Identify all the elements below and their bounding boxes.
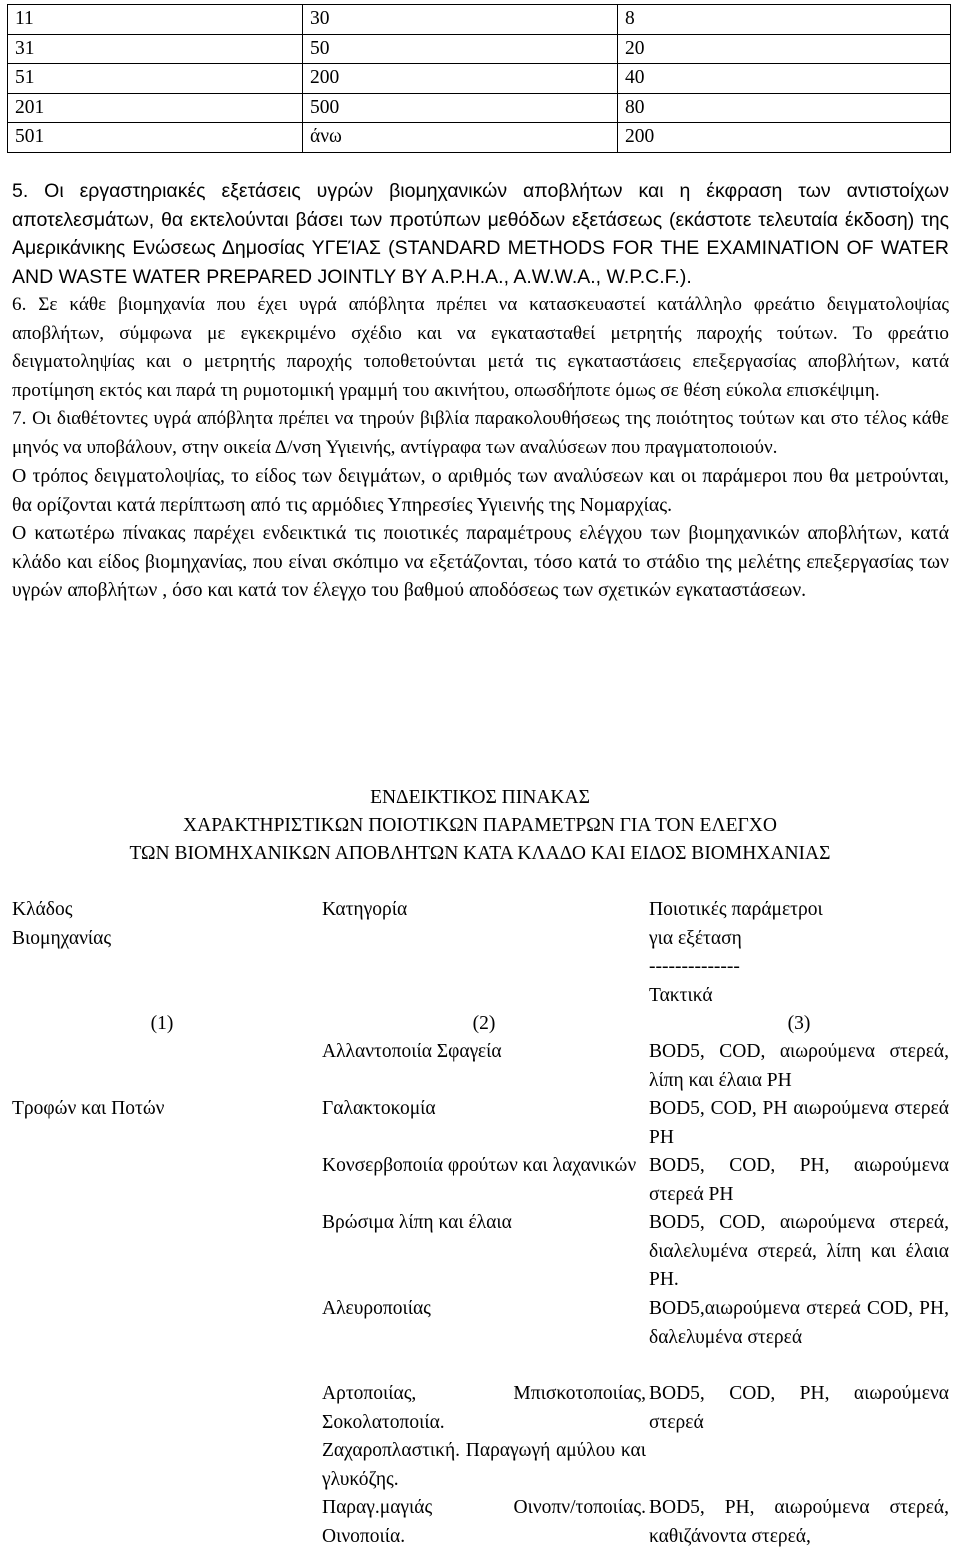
parameters-cell: BOD5, COD, αιωρούμενα στερεά, διαλελυμένα στερεά, λίπη και έλαια PH. — [649, 1212, 949, 1290]
table-row — [12, 1038, 952, 1095]
branch-cell: Τροφών και Ποτών — [12, 1098, 165, 1119]
table-cell: 51 — [8, 64, 303, 94]
heading-line: ΧΑΡΑΚΤΗΡΙΣΤΙΚΩΝ ΠΟΙΟΤΙΚΩΝ ΠΑΡΑΜΕΤΡΩΝ ΓΙΑ ΤΟΝ ΕΛΕΓΧΟ — [183, 815, 777, 836]
table-cell: 8 — [618, 5, 951, 35]
parameters-cell: BOD5, PH, αιωρούμενα στερεά, καθιζάνοντα στερεά, — [649, 1497, 949, 1547]
header-number-1: (1) — [150, 1013, 174, 1034]
table-cell: 200 — [618, 123, 951, 153]
table-row — [12, 1380, 952, 1437]
parameters-cell: BOD5, COD, PH αιωρούμενα στερεά PH — [649, 1098, 949, 1148]
table-cell: άνω — [303, 123, 618, 153]
paragraph-7: 7. Οι διαθέτοντες υγρά απόβλητα πρέπει να τηρούν βιβλία παρακολουθήσεως της ποιότητος τούτων και στο τέλος κάθε μηνός να υποβάλουν, στην οικεία Δ/νση Υγιεινής, αντίγραφα των αναλύσεων που πραγματοποιούν. — [12, 408, 949, 458]
category-cell: Αλλαντοποιία Σφαγεία — [322, 1041, 502, 1062]
paragraph-8: Ο τρόπος δειγματολοψίας, το είδος των δειγμάτων, ο αριθμός των αναλύσεων και οι παράμεροι που θα μετρούνται, θα ορίζονται κατά περίπτωση από τις αρμόδιες Υπηρεσίες Υγιεινής της Νομαρχίας. — [12, 465, 949, 516]
table-cell: 50 — [303, 34, 618, 64]
table-cell: 200 — [303, 64, 618, 94]
category-cell: Αρτοποιίας, Μπισκοτοποιίας, Σοκολατοποιία. — [322, 1383, 646, 1433]
table-row — [8, 34, 951, 64]
category-cell: Παραγ.μαγιάς Οινοπν/τοποιίας. Οινοποιία. — [322, 1497, 646, 1547]
category-cell: Κονσερβοποιία φρούτων και λαχανικών — [322, 1155, 637, 1176]
table-row — [8, 123, 951, 153]
table-cell: 30 — [303, 5, 618, 35]
header-branch: Κλάδος Βιομηχανίας — [12, 899, 112, 949]
table-row — [12, 1494, 952, 1551]
table-cell: 500 — [303, 93, 618, 123]
table-cell: 501 — [8, 123, 303, 153]
paragraph-9: Ο κατωτέρω πίνακας παρέχει ενδεικτικά τις ποιοτικές παραμέτρους ελέγχου των βιομηχανικών αποβλήτων, κατά κλάδο και είδος βιομηχανίας, που είναι σκόπιμο να εξετάζονται, τόσο κατά το στάδιο της μελέτης επεξεργασίας των υγρών αποβλήτων , όσο και κατά τον έλεγχο του βαθμού αποδόσεως των σχετικών εγκαταστάσεων. — [12, 522, 949, 601]
table-row — [12, 1209, 952, 1295]
table-row — [12, 1295, 952, 1380]
header-number-2: (2) — [472, 1013, 496, 1034]
header-parameters: Ποιοτικές παράμετροι για εξέταση -------------- Τακτικά — [649, 899, 823, 1006]
table-cell: 201 — [8, 93, 303, 123]
table-row — [8, 93, 951, 123]
heading-line: ΤΩΝ ΒΙΟΜΗΧΑΝΙΚΩΝ ΑΠΟΒΛΗΤΩΝ ΚΑΤΑ ΚΛΑΔΟ ΚΑΙ ΕΙΔΟΣ ΒΙΟΜΗΧΑΝΙΑΣ — [129, 843, 831, 864]
header-numbers — [12, 1010, 952, 1038]
category-cell: Βρώσιμα λίπη και έλαια — [322, 1212, 512, 1233]
table-header — [12, 896, 952, 1010]
table-cell: 11 — [8, 5, 303, 35]
body-text — [12, 177, 949, 605]
table-row — [8, 64, 951, 94]
category-cell: Αλευροποιίας — [322, 1298, 431, 1319]
parameters-cell: BOD5, COD, αιωρούμενα στερεά, λίπη και έλαια PH — [649, 1041, 949, 1091]
paragraph-5: 5. Οι εργαστηριακές εξετάσεις υγρών βιομηχανικών αποβλήτων και η έκφραση των αντιστοίχων αποτελεσμάτων, θα εκτελούνται βάσει των προτύπων μεθόδων εξετάσεως (εκάστοτε τελευταία έκδοση) της Αμερικάνικης Ενώσεως Δημοσίας ΥΓΕΊΑΣ (STANDARD METHODS FOR THE EXAMINATION OF WATER AND WASTE WATER PREPARED JOINTLY BY A.P.H.A., A.W.W.A., W.P.C.F.). — [12, 180, 949, 288]
header-number-3: (3) — [787, 1013, 811, 1034]
table-row — [12, 1152, 952, 1209]
table-cell: 20 — [618, 34, 951, 64]
table-row — [8, 5, 951, 35]
heading-line: ΕΝΔΕΙΚΤΙΚΟΣ ΠΙΝΑΚΑΣ — [370, 787, 590, 808]
threshold-table — [7, 4, 951, 153]
header-category: Κατηγορία — [322, 899, 408, 920]
parameters-cell: BOD5, COD, PH, αιωρούμενα στερεά PH — [649, 1155, 949, 1205]
table-heading — [0, 784, 960, 868]
parameters-table — [12, 896, 952, 1551]
category-cell: Ζαχαροπλαστική. Παραγωγή αμύλου και γλυκόζης. — [322, 1440, 646, 1490]
parameters-cell: BOD5, COD, PH, αιωρούμενα στερεά — [649, 1383, 949, 1433]
table-cell: 40 — [618, 64, 951, 94]
table-cell: 31 — [8, 34, 303, 64]
category-cell: Γαλακτοκομία — [322, 1098, 436, 1119]
paragraph-6: 6. Σε κάθε βιομηχανία που έχει υγρά απόβλητα πρέπει να κατασκευαστεί κατάλληλο φρεάτιο δειγματολοψίας αποβλήτων, σύμφωνα με εγκεκριμένο σχέδιο και να εγκατασταθεί μετρητής παροχής τούτων. Το φρεάτιο δειγματοληψίας και ο μετρητής παροχής τοποθετούνται μετά τις εγκαταστάσεις επεξεργασίας αποβλήτων, κατά προτίμηση εκτός και παρά τη ρυμοτομική γραμμή του ακινήτου, οπωσδήποτε όμως σε θέση εύκολα επισκέψιμη. — [12, 294, 949, 401]
table-cell: 80 — [618, 93, 951, 123]
table-row — [12, 1437, 952, 1494]
table-row — [12, 1095, 952, 1152]
parameters-cell: BOD5,αιωρούμενα στερεά COD, PH, δαλελυμένα στερεά — [649, 1298, 949, 1348]
